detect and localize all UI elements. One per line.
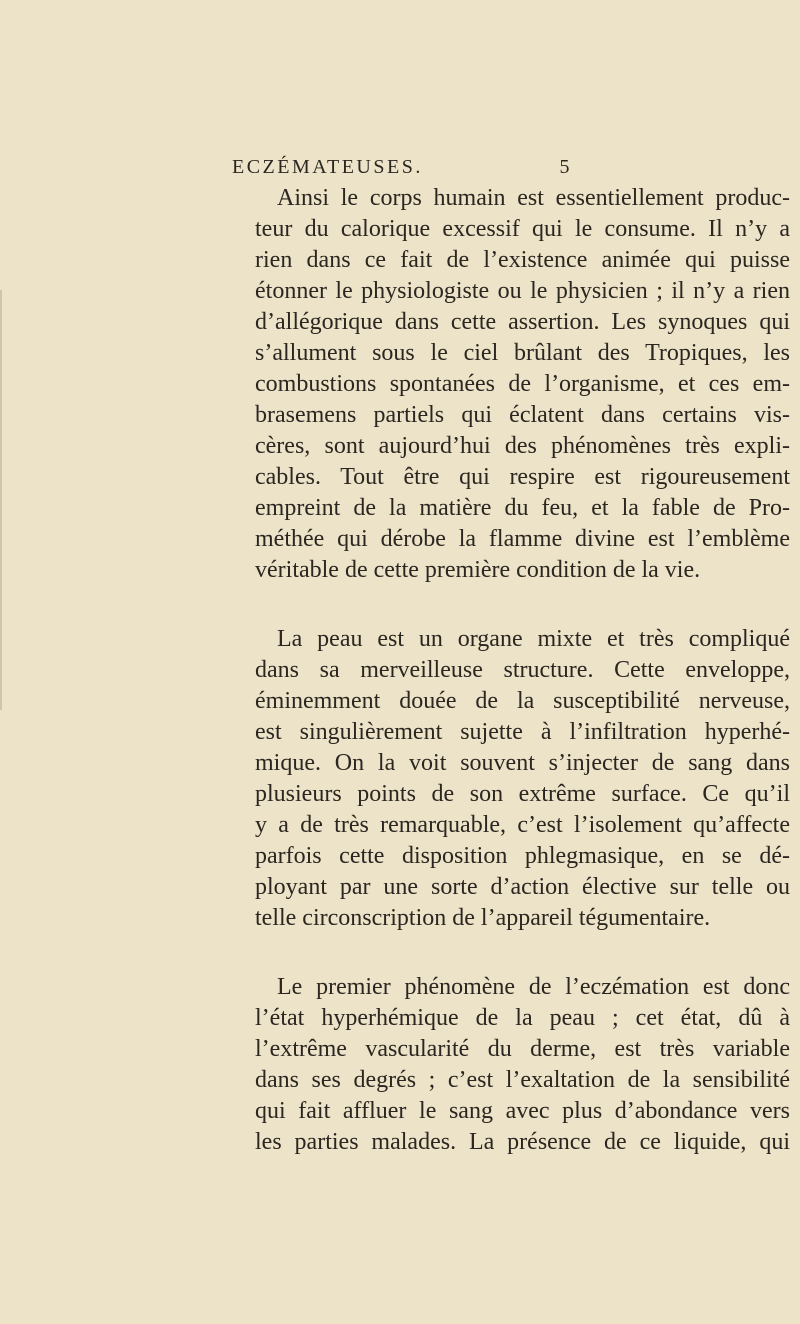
text-line: empreint de la matière du feu, et la fable de Pro- (255, 495, 790, 521)
running-title: ECZÉMATEUSES. (232, 156, 423, 178)
page-edge-shadow (0, 290, 2, 710)
text-line: étonner le physiologiste ou le physicien ; il n’y a rien (255, 278, 790, 304)
text-line: d’allégorique dans cette assertion. Les synoques qui (255, 309, 790, 335)
text-line: ployant par une sorte d’action élective sur telle ou (255, 874, 790, 900)
text-line: combustions spontanées de l’organisme, et ces em- (255, 371, 790, 397)
text-line: rien dans ce fait de l’existence animée qui puisse (255, 247, 790, 273)
page-number: 5 (559, 156, 572, 178)
text-line: y a de très remarquable, c’est l’isolement qu’affecte (255, 812, 790, 838)
text-line: véritable de cette première condition de la vie. (255, 557, 701, 583)
text-line: qui fait affluer le sang avec plus d’abondance vers (255, 1098, 790, 1124)
text-line: éminemment douée de la susceptibilité nerveuse, (255, 688, 790, 714)
text-line: brasemens partiels qui éclatent dans certains vis- (255, 402, 790, 428)
text-line: cables. Tout être qui respire est rigoureusement (255, 464, 790, 490)
text-line: Ainsi le corps humain est essentiellement produc- (277, 185, 790, 211)
text-line: Le premier phénomène de l’eczémation est donc (277, 974, 790, 1000)
text-line: dans sa merveilleuse structure. Cette enveloppe, (255, 657, 790, 683)
text-line: dans ses degrés ; c’est l’exaltation de la sensibilité (255, 1067, 790, 1093)
text-line: parfois cette disposition phlegmasique, en se dé- (255, 843, 790, 869)
text-line: méthée qui dérobe la flamme divine est l’emblème (255, 526, 790, 552)
text-line: les parties malades. La présence de ce liquide, qui (255, 1129, 790, 1155)
text-line: plusieurs points de son extrême surface. Ce qu’il (255, 781, 790, 807)
text-line: l’état hyperhémique de la peau ; cet état, dû à (255, 1005, 790, 1031)
text-line: cères, sont aujourd’hui des phénomènes très expli- (255, 433, 790, 459)
text-line: telle circonscription de l’appareil tégumentaire. (255, 905, 711, 931)
text-line: s’allument sous le ciel brûlant des Tropiques, les (255, 340, 790, 366)
text-line: mique. On la voit souvent s’injecter de sang dans (255, 750, 790, 776)
text-line: l’extrême vascularité du derme, est très variable (255, 1036, 790, 1062)
text-line: teur du calorique excessif qui le consume. Il n’y a (255, 216, 790, 242)
page-header (232, 156, 572, 182)
text-line: est singulièrement sujette à l’infiltration hyperhé- (255, 719, 790, 745)
text-line: La peau est un organe mixte et très compliqué (277, 626, 790, 652)
